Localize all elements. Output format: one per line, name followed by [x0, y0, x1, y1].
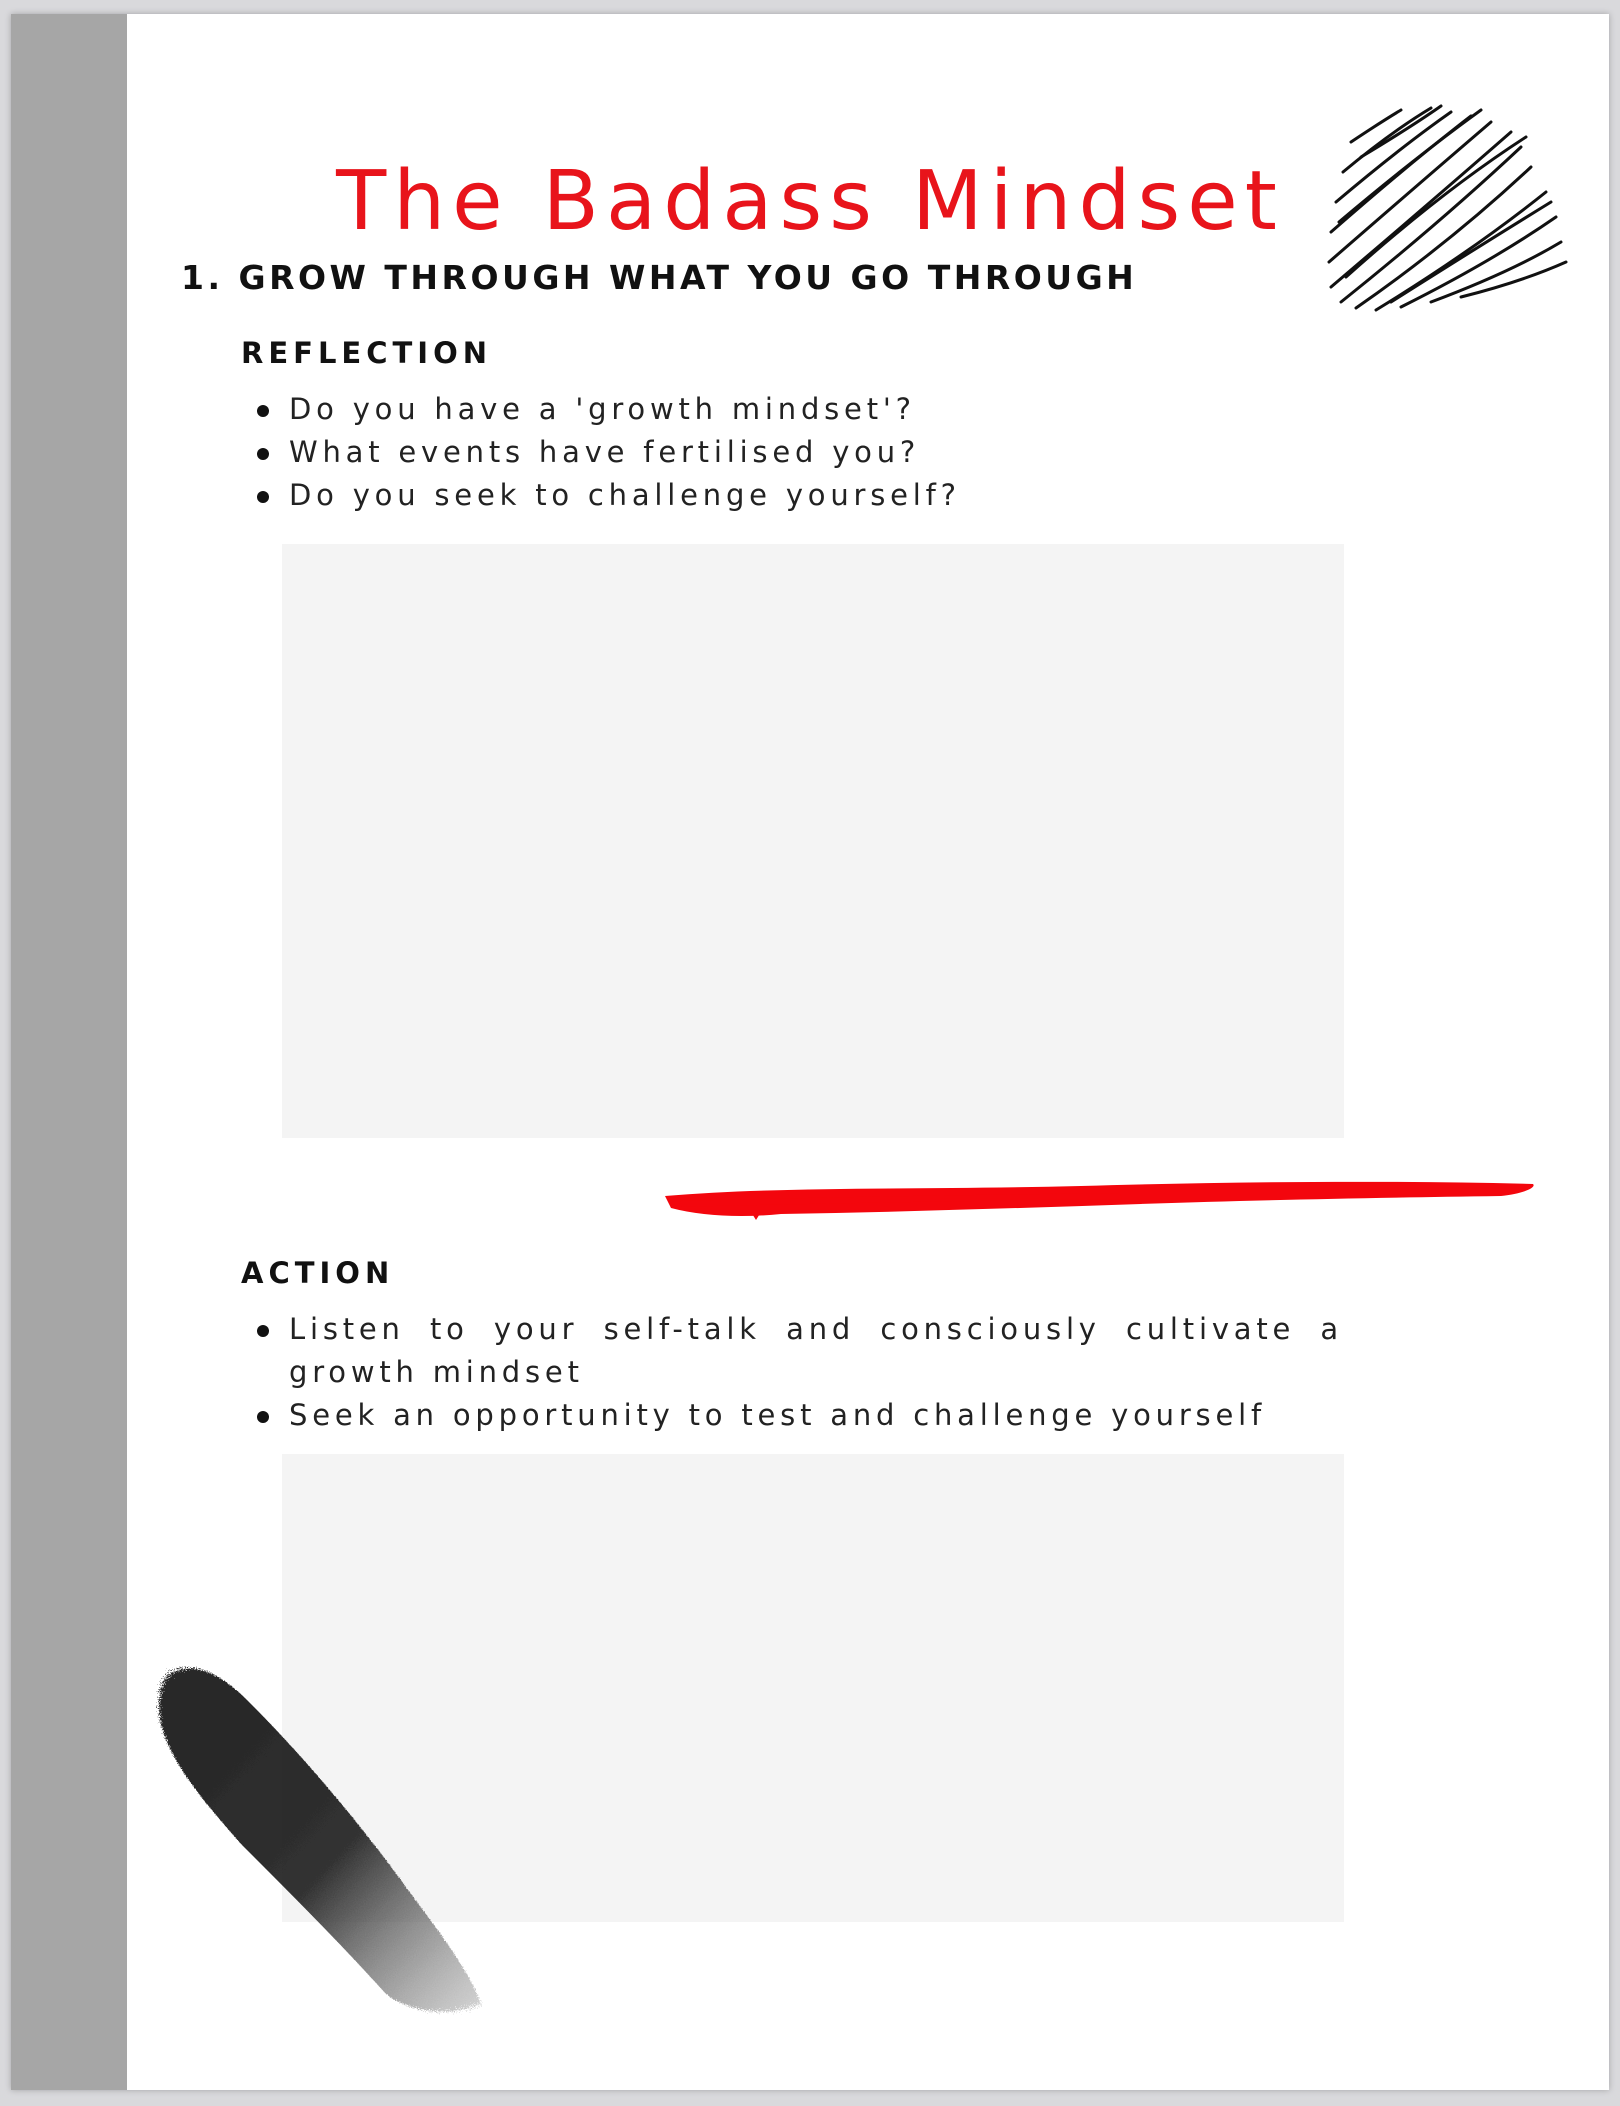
list-item: What events have fertilised you? [253, 431, 1343, 474]
bullet-icon [257, 1411, 269, 1423]
scribble-icon [1321, 102, 1571, 314]
list-item: Do you have a 'growth mindset'? [253, 388, 1343, 431]
left-sidebar-band [11, 14, 127, 2090]
list-item: Listen to your self-talk and consciously cultivate a growth mindset [253, 1308, 1343, 1394]
bullet-icon [257, 448, 269, 460]
red-brush-stroke [661, 1174, 1541, 1224]
action-list [253, 1308, 1343, 1437]
charcoal-brush-stroke [151, 1654, 511, 2034]
bullet-icon [257, 1325, 269, 1337]
page-title: The Badass Mindset [336, 153, 1284, 249]
reflection-writing-box[interactable] [282, 544, 1344, 1138]
list-item: Seek an opportunity to test and challenge yourself [253, 1394, 1343, 1437]
list-item: Do you seek to challenge yourself? [253, 474, 1343, 517]
reflection-heading: REFLECTION [241, 336, 493, 370]
section-title: 1. GROW THROUGH WHAT YOU GO THROUGH [181, 258, 1138, 297]
bullet-icon [257, 491, 269, 503]
action-heading: ACTION [241, 1256, 395, 1290]
reflection-list [253, 388, 1343, 517]
bullet-icon [257, 405, 269, 417]
worksheet-page [11, 14, 1609, 2090]
